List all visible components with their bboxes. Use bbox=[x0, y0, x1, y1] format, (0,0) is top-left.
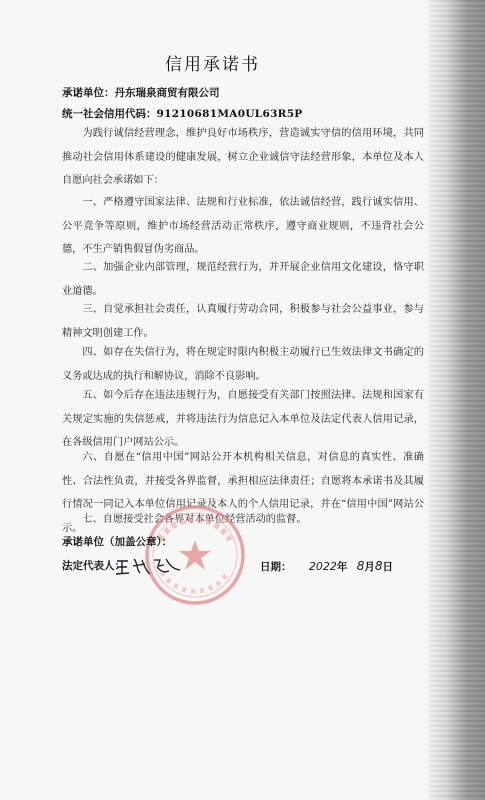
unit-line bbox=[62, 86, 220, 100]
credit-code: 91210681MA0UL63R5P bbox=[156, 108, 303, 120]
signoff-representative: 法定代表人： bbox=[62, 560, 125, 572]
date-line bbox=[260, 559, 393, 574]
date-label: 日期： bbox=[260, 561, 292, 573]
document-title: 信用承诺书 bbox=[165, 55, 260, 75]
date-day-unit: 日 bbox=[382, 561, 393, 573]
credit-code-line bbox=[62, 107, 303, 121]
signoff-unit: 承诺单位（加盖公章）： bbox=[62, 536, 173, 548]
commitment-item-5: 五、如今后存在违法违规行为，自愿接受有关部门按照法律、法规和国家有关规定实施的失信惩戒，并将违法行为信息记入本单位及法定代表人信用记录，在各级信用门户网站公示。 bbox=[62, 390, 424, 448]
commitment-item-3: 三、自觉承担社会责任，认真履行劳动合同，积极参与社会公益事业，参与精神文明创建工作。 bbox=[62, 304, 424, 339]
date-day: 8 bbox=[374, 559, 383, 573]
unit-label: 承诺单位： bbox=[62, 87, 115, 99]
commitment-item-6: 六、自愿在“信用中国”网站公开本机构相关信息，对信息的真实性、准确性、合法性负责，并接受各界监督，承担相应法律责任；自愿将本承诺书及其履行情况一同记入本单位信用记录及本人的个人信用记录，并在“信用中国”网站公示。 bbox=[62, 452, 424, 534]
date-year: 2022 bbox=[308, 560, 337, 573]
handwritten-signature bbox=[114, 555, 184, 577]
commitment-item-4: 四、如存在失信行为，将在规定时限内积极主动履行已生效法律文书确定的义务或达成的执行和解协议，消除不良影响。 bbox=[62, 347, 424, 382]
credit-code-label: 统一社会信用代码： bbox=[62, 108, 157, 120]
scan-noise bbox=[430, 0, 485, 800]
date-month-unit: 月 bbox=[364, 561, 375, 573]
commitment-item-2: 二、加强企业内部管理，规范经营行为，并开展企业信用文化建设，恪守职业道德。 bbox=[62, 262, 424, 297]
unit-name: 丹东瑞泉商贸有限公司 bbox=[114, 87, 220, 99]
date-year-unit: 年 bbox=[336, 561, 348, 573]
intro-paragraph: 为践行诚信经营理念，维护良好市场秩序，营造诚实守信的信用环境，共同推动社会信用体系建设的健康发展，树立企业诚信守法经营形象，本单位及本人自愿向社会承诺如下： bbox=[62, 128, 424, 186]
commitment-item-1: 一、严格遵守国家法律、法规和行业标准，依法诚信经营，践行诚实信用、公平竞争等原则，维护市场经营活动正常秩序，遵守商业规则，不违背社会公德，不生产销售假冒伪劣商品。 bbox=[62, 197, 424, 255]
date-month: 8 bbox=[356, 559, 365, 573]
commitment-item-7: 七、自愿接受社会各界对本单位经营活动的监督。 bbox=[82, 514, 307, 525]
